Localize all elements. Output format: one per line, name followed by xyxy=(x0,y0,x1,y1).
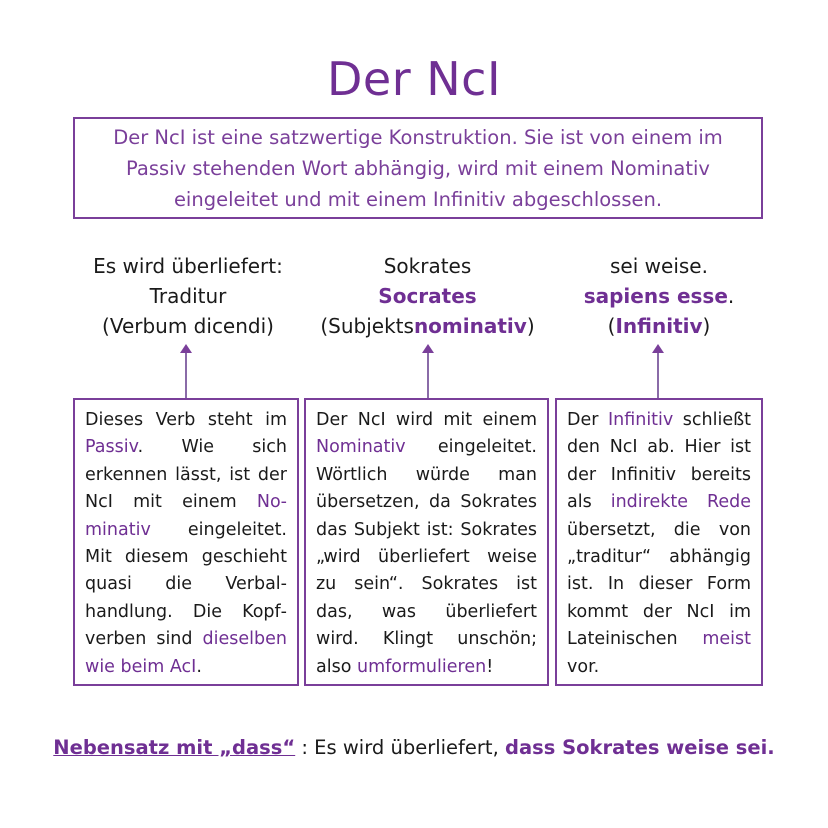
column-subject-latin: Socrates xyxy=(378,284,477,308)
column-subject xyxy=(315,251,540,341)
column-infinitive-german: sei weise. xyxy=(610,254,708,278)
column-infinitive-latin: sapiens esse. xyxy=(583,284,735,308)
column-subject-label: (Subjektsnominativ) xyxy=(320,314,535,338)
explanation-box-infinitive: Der Infinitiv schließt den NcI ab. Hier ist der Infinitiv bereits als indirekte Rede übersetzt, die von „traditur“ abhängig ist. In dieser Form kommt der NcI im Lateinischen meist vor. xyxy=(555,398,763,686)
translation-result: dass Sokrates weise sei. xyxy=(504,736,775,759)
page-title: Der NcI xyxy=(326,52,502,106)
column-verb xyxy=(88,251,288,341)
column-infinitive-label: (Infinitiv) xyxy=(607,314,711,338)
explanation-box-subject: Der NcI wird mit einem Nominativ eingeleitet. Wörtlich würde man übersetzen, da Sokrates das Subjekt ist: Sokrates „wird überliefert weise zu sein“. Sokrates ist das, was überliefert wird. Klingt unschön; also umformulieren! xyxy=(304,398,549,686)
subordinate-clause-label: Nebensatz mit „dass“ xyxy=(53,736,296,759)
column-infinitive xyxy=(574,251,744,341)
column-verb-german: Es wird überliefert: xyxy=(93,254,283,278)
definition-text: Der NcI ist eine satzwertige Konstruktion. Sie ist von einem im Passiv stehenden Wort abhängig, wird mit einem Nominativ eingeleitet und mit einem Infinitiv abgeschlossen. xyxy=(113,125,723,211)
column-verb-label: (Verbum dicendi) xyxy=(102,314,274,338)
arrow-up-icon xyxy=(185,350,187,398)
translation-summary: Nebensatz mit „dass“ : Es wird überliefert, dass Sokrates weise sei. xyxy=(53,736,775,759)
arrow-up-icon xyxy=(657,350,659,398)
definition-box xyxy=(73,117,763,219)
column-subject-german: Sokrates xyxy=(383,254,472,278)
arrow-up-icon xyxy=(427,350,429,398)
column-verb-latin: Traditur xyxy=(149,284,227,308)
explanation-box-verb: Dieses Verb steht im Passiv. Wie sich erkennen lässt, ist der NcI mit einem Nominativ eingeleitet. Mit diesem geschieht quasi die Verbalhandlung. Die Kopfverben sind dieselben wie beim AcI. xyxy=(73,398,299,686)
